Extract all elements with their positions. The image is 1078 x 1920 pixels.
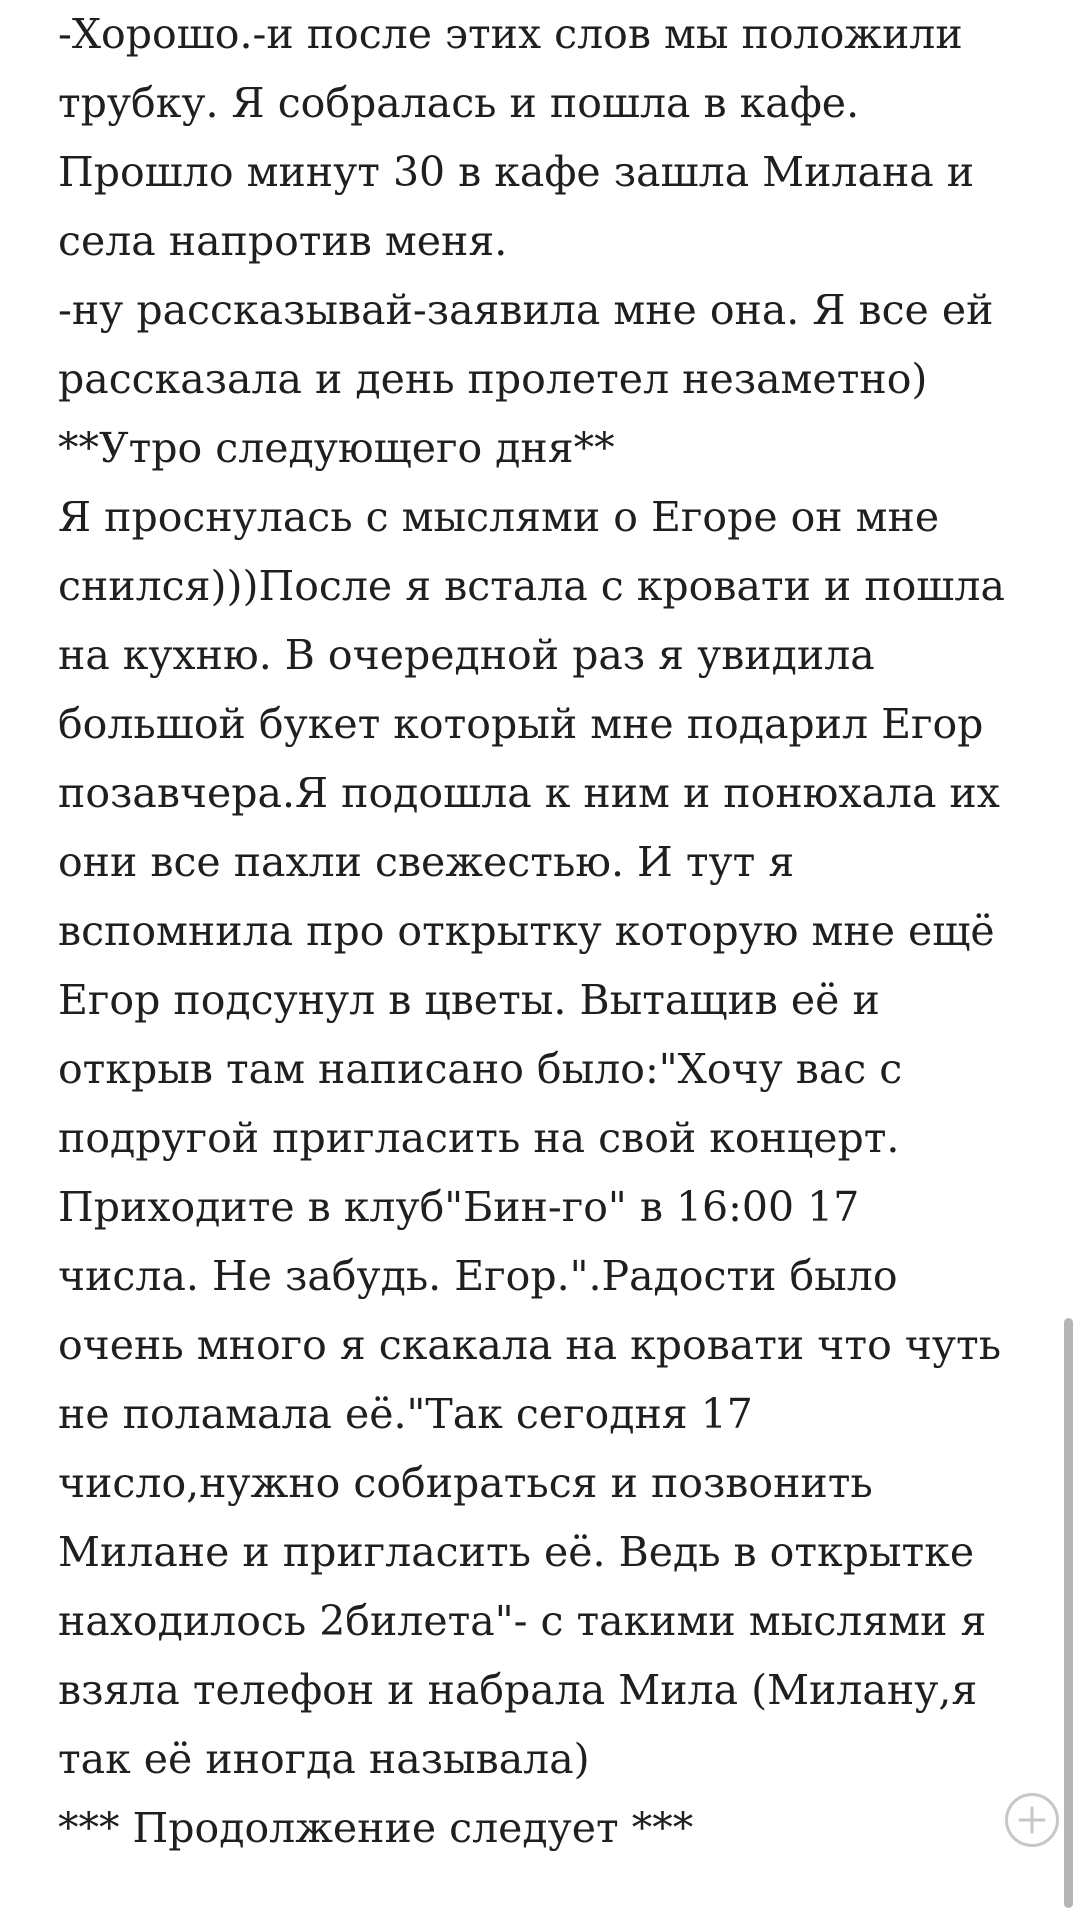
story-line: взяла телефон и набрала Мила (Милану,я: [58, 1666, 978, 1714]
story-line: открыв там написано было:"Хочу вас с: [58, 1045, 903, 1093]
story-line: очень много я скакала на кровати что чуть: [58, 1321, 1002, 1369]
story-line: *** Продолжение следует ***: [58, 1804, 694, 1852]
story-line: -ну рассказывай-заявила мне она. Я все ей: [58, 286, 994, 334]
story-line: рассказала и день пролетел незаметно): [58, 355, 928, 403]
story-line: вспомнила про открытку которую мне ещё: [58, 907, 995, 955]
story-line: находилось 2билета"- с такими мыслями я: [58, 1597, 987, 1645]
story-line: трубку. Я собралась и пошла в кафе.: [58, 79, 860, 127]
story-line: не поламала её."Так сегодня 17: [58, 1390, 753, 1438]
story-line: большой букет который мне подарил Егор: [58, 700, 984, 748]
story-line: Приходите в клуб"Бин-го" в 16:00 17: [58, 1183, 860, 1231]
story-line: **Утро следующего дня**: [58, 424, 615, 472]
story-line: Егор подсунул в цветы. Вытащив её и: [58, 976, 880, 1024]
story-line: Прошло минут 30 в кафе зашла Милана и: [58, 148, 975, 196]
story-line: -Хорошо.-и после этих слов мы положили: [58, 10, 963, 58]
story-line: число,нужно собираться и позвонить: [58, 1459, 873, 1507]
plus-circle-icon: [1008, 1796, 1056, 1844]
story-line: Я проснулась с мыслями о Егоре он мне: [58, 493, 940, 541]
story-text: [58, 0, 1005, 1863]
story-line: на кухню. В очередной раз я увидила: [58, 631, 875, 679]
add-button[interactable]: [1005, 1793, 1059, 1847]
story-line: подругой пригласить на свой концерт.: [58, 1114, 900, 1162]
story-line: снился)))После я встала с кровати и пошла: [58, 562, 1005, 610]
scrollbar-thumb[interactable]: [1064, 1318, 1073, 1908]
story-line: числа. Не забудь. Егор.".Радости было: [58, 1252, 898, 1300]
story-line: села напротив меня.: [58, 217, 508, 265]
story-line: позавчера.Я подошла к ним и понюхала их: [58, 769, 1000, 817]
story-line: так её иногда называла): [58, 1735, 590, 1783]
story-line: Милане и пригласить её. Ведь в открытке: [58, 1528, 975, 1576]
story-line: они все пахли свежестью. И тут я: [58, 838, 795, 886]
